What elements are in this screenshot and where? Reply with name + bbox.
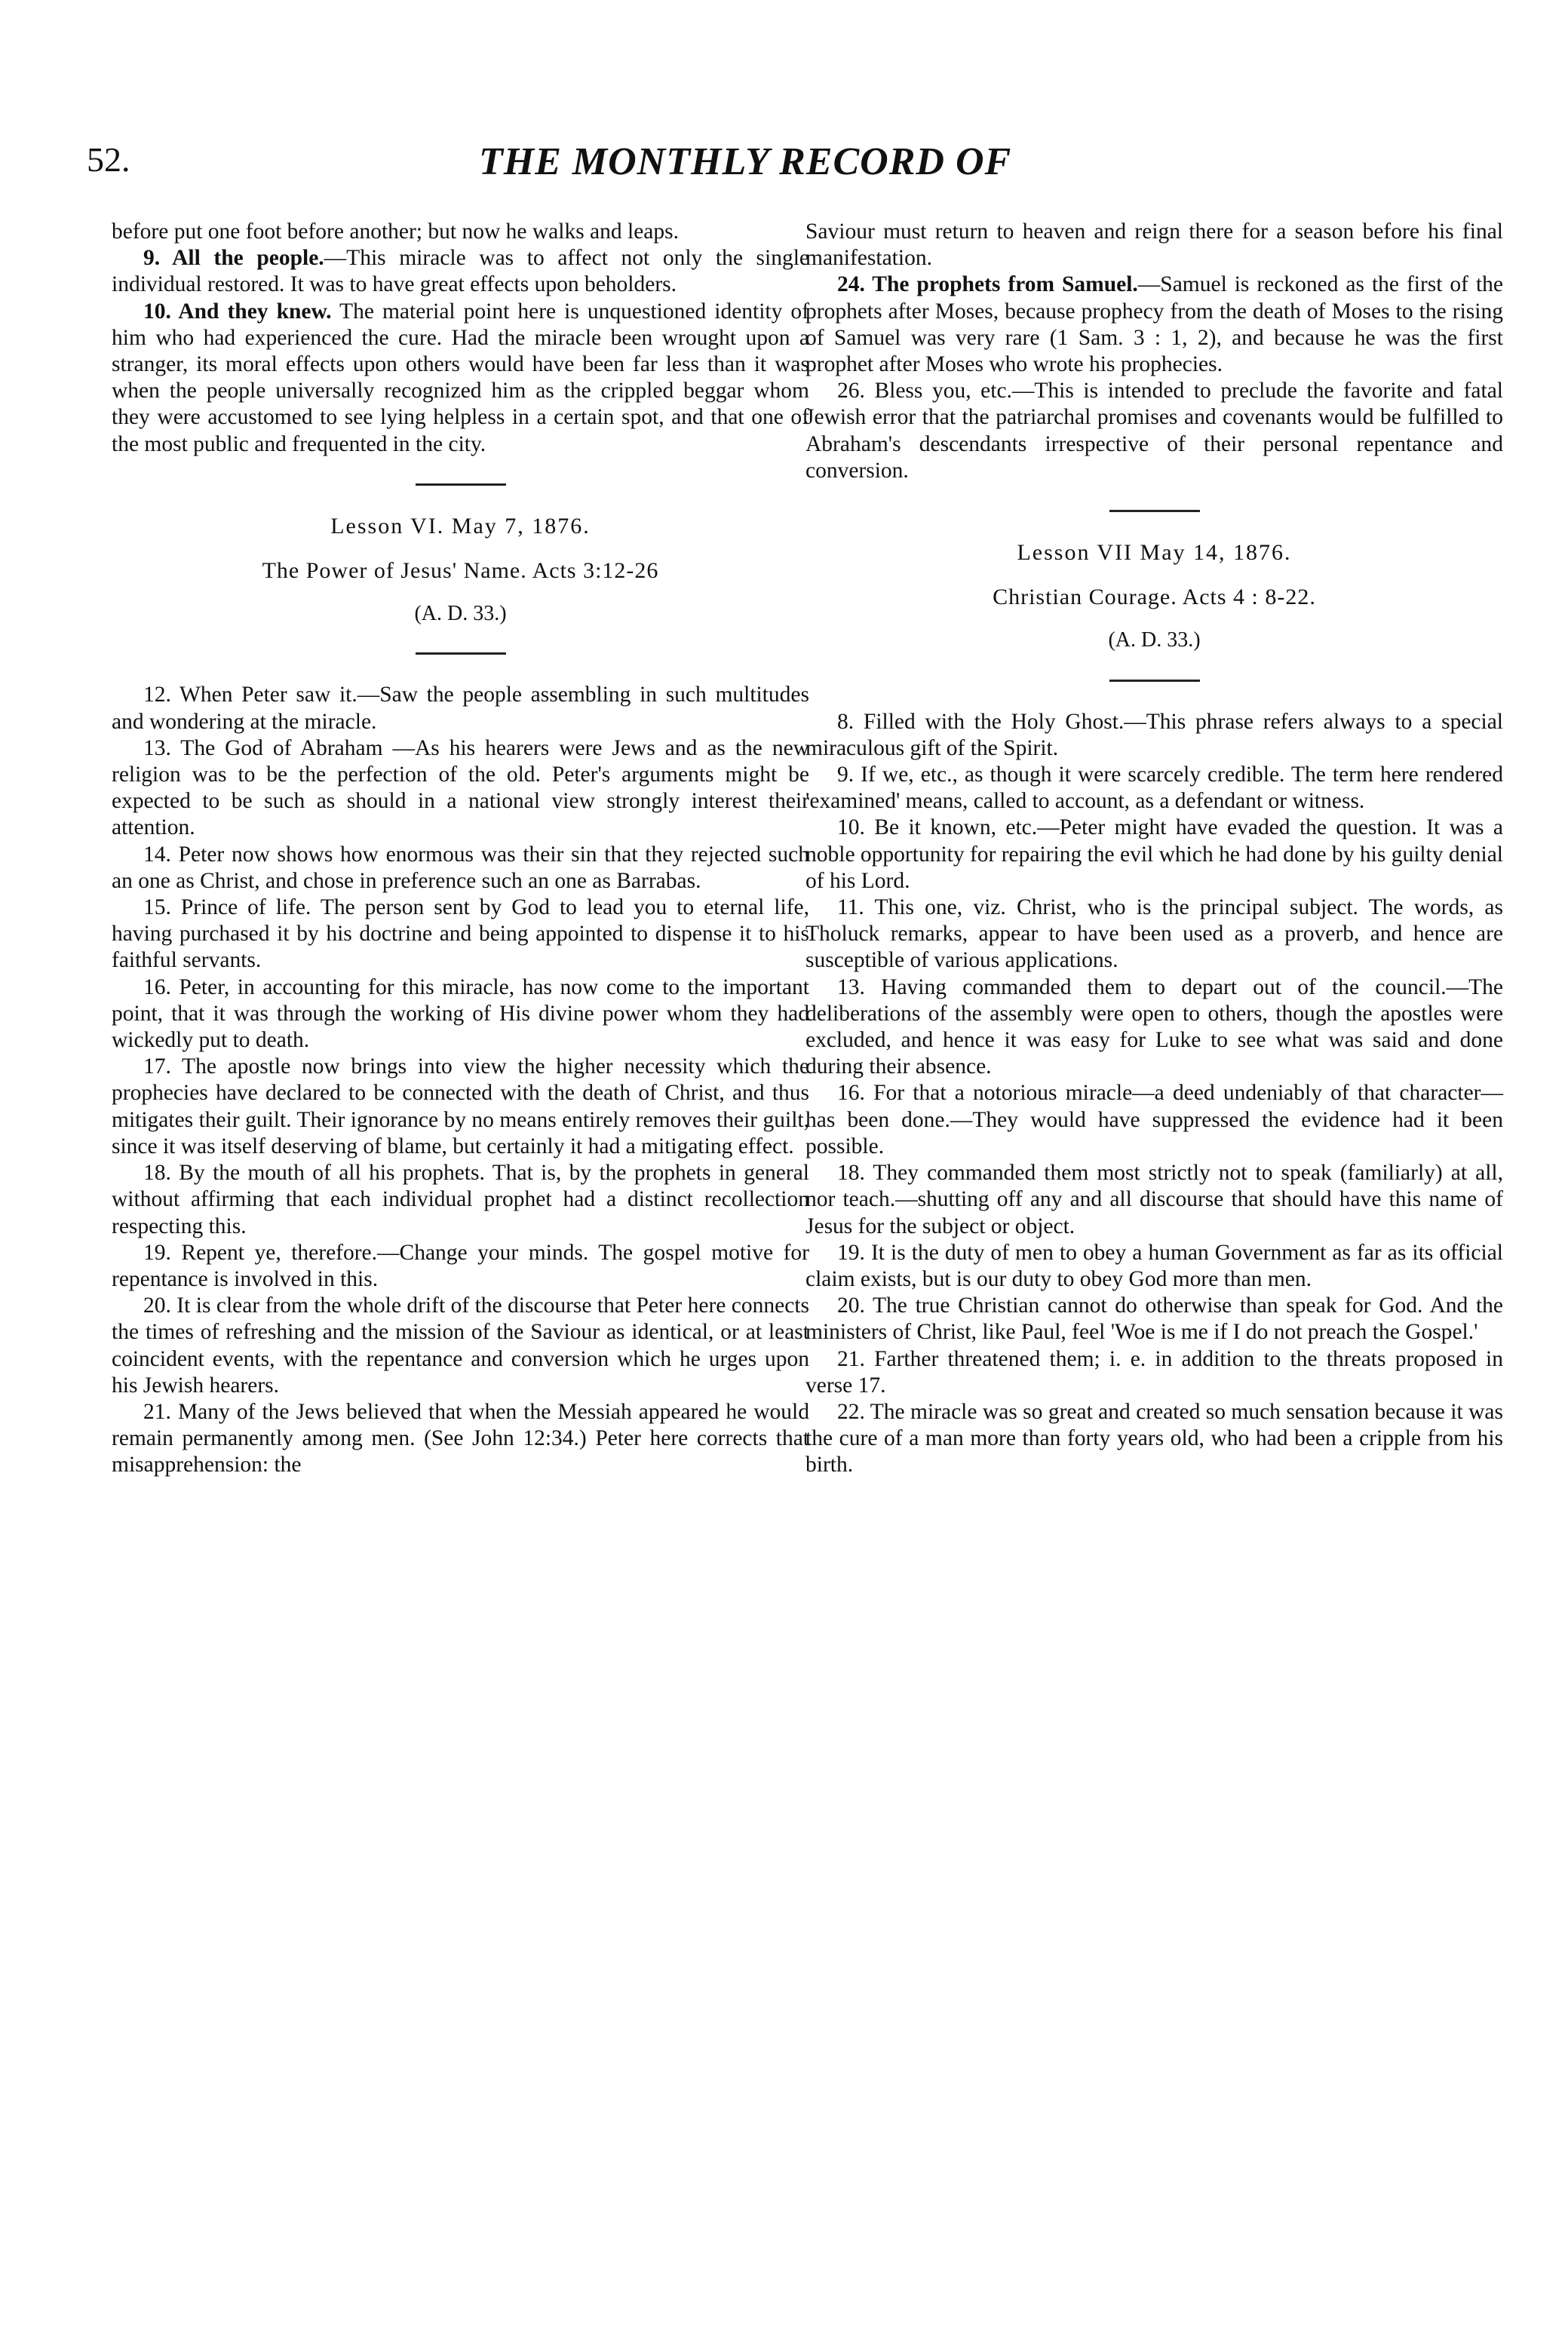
note-16: 16. Peter, in accounting for this miracle, has now come to the important point, that it was through the working of His divine power whom they had wickedly put to death.	[112, 974, 809, 1053]
lesson-title: The Power of Jesus' Name. Acts 3:12-26	[262, 558, 659, 584]
section-divider	[1109, 680, 1200, 682]
note-text: —Samuel is reckoned as the first of the prophets after Moses, because prophecy from the death of Moses to the rising of Samuel was very rare (1 Sam. 3 : 1, 2), and because he was the first prophet after Moses who wrote his prophecies.	[805, 272, 1503, 377]
running-title: THE MONTHLY RECORD OF	[479, 140, 1012, 183]
note-21: 21. Many of the Jews believed that when the Messiah appeared he would remain permanently among men. (See John 12:34.) Peter here corrects that misapprehension: the	[112, 1399, 809, 1477]
note-19: 19. Repent ye, therefore.—Change your minds. The gospel motive for repentance is involved in this.	[112, 1240, 809, 1291]
paragraph: Saviour must return to heaven and reign there for a season before his final manifestation.	[805, 219, 1503, 271]
section-divider	[416, 652, 506, 655]
note-17: 17. The apostle now brings into view the higher necessity which the prophecies have declared to be connected with the death of Christ, and thus mitigates their guilt. Their ignorance by no means entirely removes their guilt, since it was itself deserving of blame, but certainly it had a mitigating effect.	[112, 1054, 809, 1158]
page-header	[87, 140, 1500, 192]
note-18: 18. By the mouth of all his prophets. That is, by the prophets in general without affirming that each individual prophet had a distinct recollection respecting this.	[112, 1161, 809, 1238]
note-11: 11. This one, viz. Christ, who is the principal subject. The words, as Tholuck remarks, appear to have been used as a proverb, and hence are susceptible of various applications.	[805, 895, 1503, 973]
note-15: 15. Prince of life. The person sent by God to lead you to eternal life, having purchased it by his doctrine and being appointed to dispense it to his faithful servants.	[112, 895, 809, 973]
note-22: 22. The miracle was so great and created so much sensation because it was the cure of a man more than forty years old, who had been a cripple from his birth.	[805, 1399, 1503, 1477]
note-26: 26. Bless you, etc.—This is intended to preclude the favorite and fatal Jewish error that the patriarchal promises and covenants would be fulfilled to Abraham's descendants irrespective of their personal repentance and conversion.	[805, 379, 1503, 483]
note-16: 16. For that a notorious miracle—a deed undeniably of that character—has been done.—They would have suppressed the evidence had it been possible.	[805, 1081, 1503, 1158]
lesson-heading: Lesson VI. May 7, 1876.	[330, 513, 591, 539]
note-text: —This miracle was to affect not only the single individual restored. It was to have great effects upon beholders.	[112, 246, 809, 297]
section-divider	[1109, 510, 1200, 512]
note-heading: 24. The prophets from Samuel.	[837, 272, 1138, 297]
note-24	[805, 272, 1503, 378]
note-12: 12. When Peter saw it.—Saw the people assembling in such multitudes and wondering at the miracle.	[112, 683, 809, 734]
right-column	[805, 219, 1503, 1479]
lesson-title: Christian Courage. Acts 4 : 8-22.	[993, 585, 1316, 610]
note-19: 19. It is the duty of men to obey a human Government as far as its official claim exists, but is our duty to obey God more than men.	[805, 1240, 1503, 1291]
paragraph: before put one foot before another; but now he walks and leaps.	[112, 219, 680, 244]
note-9: 9. If we, etc., as though it were scarcely credible. The term here rendered 'examined' means, called to account, as a defendant or witness.	[805, 763, 1503, 814]
note-18: 18. They commanded them most strictly not to speak (familiarly) at all, nor teach.—shutting off any and all discourse that should have this name of Jesus for the subject or object.	[805, 1161, 1503, 1238]
note-21: 21. Farther threatened them; i. e. in addition to the threats proposed in verse 17.	[805, 1346, 1503, 1398]
page-number: 52.	[87, 140, 130, 179]
note-8: 8. Filled with the Holy Ghost.—This phrase refers always to a special miraculous gift of the Spirit.	[805, 709, 1503, 760]
lesson-date: (A. D. 33.)	[1108, 628, 1201, 652]
note-heading: 9. All the people.	[143, 246, 324, 271]
note-10: 10. Be it known, etc.—Peter might have evaded the question. It was a noble opportunity for repairing the evil which he had done by his guilty denial of his Lord.	[805, 815, 1503, 893]
note-20: 20. It is clear from the whole drift of the discourse that Peter here connects the times of refreshing and the mission of the Saviour as identical, or at least coincident events, with the repentance and conversion which he urges upon his Jewish hearers.	[112, 1293, 809, 1398]
section-divider	[416, 483, 506, 486]
note-10	[112, 299, 809, 458]
note-heading: 10. And they knew.	[143, 299, 332, 324]
lesson-date: (A. D. 33.)	[414, 602, 507, 626]
note-13: 13. Having commanded them to depart out of the council.—The deliberations of the assembly were open to others, though the apostles were excluded, and hence it was easy for Luke to see what was said and done during their absence.	[805, 974, 1503, 1079]
note-9	[112, 245, 809, 298]
note-13: 13. The God of Abraham —As his hearers were Jews and as the new religion was to be the perfection of the old. Peter's arguments might be expected to be such as should in a national view strongly interest their attention.	[112, 735, 809, 840]
note-text: The material point here is unquestioned identity of him who had experienced the cure. Had the miracle been wrought upon a stranger, its moral effects upon others would have been far less than it was when the people universally recognized him as the crippled beggar whom they were accustomed to see lying helpless in a certain spot, and that one of the most public and frequented in the city.	[112, 299, 809, 456]
note-20: 20. The true Christian cannot do otherwise than speak for God. And the ministers of Christ, like Paul, feel 'Woe is me if I do not preach the Gospel.'	[805, 1293, 1503, 1345]
left-column	[112, 219, 809, 1479]
note-14: 14. Peter now shows how enormous was their sin that they rejected such an one as Christ, and chose in preference such an one as Barrabas.	[112, 842, 809, 893]
lesson-heading: Lesson VII May 14, 1876.	[1017, 540, 1292, 566]
